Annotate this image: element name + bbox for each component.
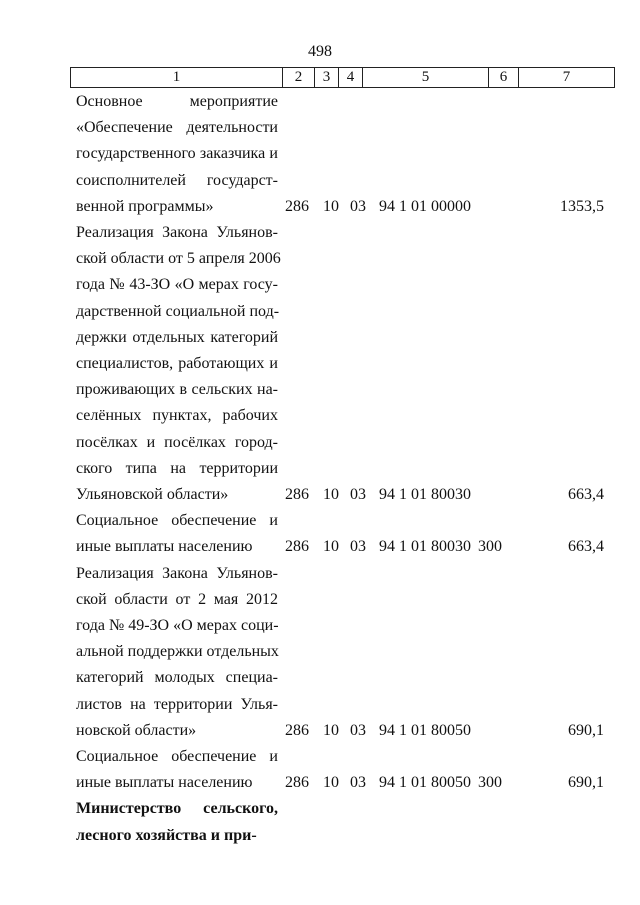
cell-column-4: 03 <box>350 721 366 739</box>
cell-column-7: 663,4 <box>568 486 604 503</box>
description-line: «Обеспечение деятельности <box>76 119 278 137</box>
description-line: соисполнителей государст- <box>76 171 278 189</box>
description-line: года № 43-ЗО «О мерах госу- <box>76 276 278 294</box>
cell-column-7: 690,1 <box>568 774 604 792</box>
cell-column-2: 286 <box>285 721 309 739</box>
row-description <box>76 796 278 848</box>
cell-column-3: 10 <box>323 197 339 215</box>
table-row <box>0 744 640 796</box>
row-description <box>76 561 278 744</box>
cell-column-3: 10 <box>323 721 339 739</box>
row-description <box>76 220 281 508</box>
description-line: Социальное обеспечение и <box>76 512 278 530</box>
description-line: Основное мероприятие <box>76 93 278 110</box>
cell-column-4: 03 <box>350 774 366 792</box>
cell-column-3 <box>323 823 347 849</box>
column-header-5: 5 <box>363 68 489 88</box>
description-line: ской области от 5 апреля 2006 <box>76 250 281 268</box>
cell-column-5 <box>379 823 475 849</box>
description-line: лесного хозяйства и при- <box>76 826 257 844</box>
description-line: Ульяновской области» <box>76 485 229 503</box>
cell-column-4: 03 <box>350 197 366 215</box>
description-line: государственного заказчика и <box>76 145 278 163</box>
description-line: специалистов, работающих и <box>76 354 278 372</box>
row-description <box>76 744 278 796</box>
description-line: Министерство сельского, <box>76 800 278 818</box>
description-line: венной программы» <box>76 197 214 215</box>
column-header-3: 3 <box>315 68 339 88</box>
table-row <box>0 561 640 744</box>
description-line: года № 49-ЗО «О мерах соци- <box>76 616 279 634</box>
description-line: иные выплаты населению <box>76 538 253 556</box>
column-header-2: 2 <box>283 68 315 88</box>
description-line: листов на территории Улья- <box>76 695 278 713</box>
table-row <box>0 508 640 560</box>
description-line: категорий молодых специа- <box>76 669 278 687</box>
cell-column-3: 10 <box>323 486 339 503</box>
column-header-1: 1 <box>71 68 283 88</box>
table-row <box>0 796 640 848</box>
description-line: держки отдельных категорий <box>76 328 278 346</box>
description-line: дарственной социальной под- <box>76 302 280 320</box>
description-line: посёлках и посёлках город- <box>76 433 278 451</box>
cell-column-5: 94 1 01 80030 <box>379 538 471 556</box>
cell-column-7: 690,1 <box>568 721 604 739</box>
cell-column-2: 286 <box>285 486 309 503</box>
cell-column-3: 10 <box>323 538 339 556</box>
description-line: ской области от 2 мая 2012 <box>76 590 278 608</box>
cell-column-2 <box>285 823 315 849</box>
description-line: Реализация Закона Ульянов- <box>76 224 278 241</box>
cell-column-7 <box>520 823 604 849</box>
cell-column-5: 94 1 01 80050 <box>379 721 471 739</box>
row-description <box>76 89 278 220</box>
table-row <box>0 220 640 508</box>
cell-column-5: 94 1 01 80030 <box>379 486 471 503</box>
description-line: проживающих в сельских на- <box>76 381 278 399</box>
cell-column-6 <box>478 718 508 744</box>
cell-column-6 <box>478 482 508 508</box>
cell-column-4 <box>350 823 374 849</box>
column-header-4: 4 <box>339 68 363 88</box>
column-header-7: 7 <box>519 68 615 88</box>
cell-column-4: 03 <box>350 538 366 556</box>
description-line: Реализация Закона Ульянов- <box>76 564 278 582</box>
row-description <box>76 508 278 560</box>
cell-column-7: 663,4 <box>568 538 604 556</box>
description-line: Социальное обеспечение и <box>76 748 278 765</box>
description-line: селённых пунктах, рабочих <box>76 407 278 425</box>
table-row <box>0 89 640 220</box>
column-header-row <box>71 68 615 88</box>
description-line: ского типа на территории <box>76 459 278 477</box>
cell-column-7: 1353,5 <box>560 197 604 215</box>
cell-column-2: 286 <box>285 774 309 792</box>
description-line: иные выплаты населению <box>76 774 253 792</box>
column-header-table <box>70 67 615 88</box>
cell-column-2: 286 <box>285 538 309 556</box>
column-header-6: 6 <box>489 68 519 88</box>
cell-column-2: 286 <box>285 197 309 215</box>
description-line: альной поддержки отдельных <box>76 643 279 661</box>
cell-column-5: 94 1 01 00000 <box>379 197 471 215</box>
cell-column-4: 03 <box>350 486 366 503</box>
cell-column-6: 300 <box>478 538 502 556</box>
cell-column-3: 10 <box>323 774 339 792</box>
cell-column-6 <box>478 194 508 220</box>
cell-column-6: 300 <box>478 774 502 792</box>
page-number: 498 <box>308 43 332 60</box>
cell-column-5: 94 1 01 80050 <box>379 774 471 792</box>
description-line: новской области» <box>76 721 197 739</box>
cell-column-6 <box>478 823 508 849</box>
